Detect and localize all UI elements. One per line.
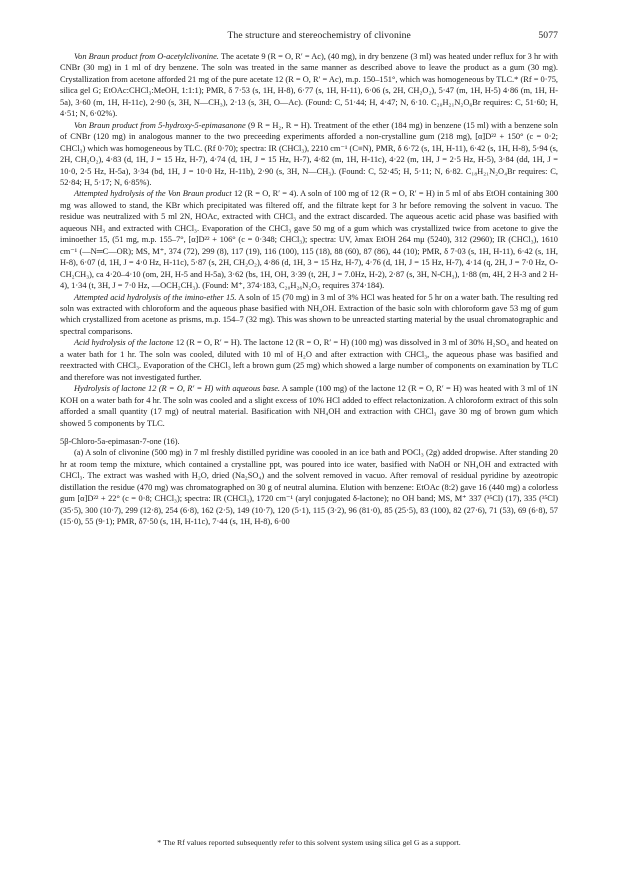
- paragraph-text: 12 (R = O, R′ = 4). A soln of 100 mg of 12 (R = O, R′ = H) in 5 ml of abs EtOH containing 300 mg was allowed to stand, the KBr which precipitated was filtered off, and the filtrate kept for 3 hr before removing the solvent in vacuo. The residue was neutralized with 5 ml 2N, HOAc, extracted with CHCl₃ and the extract discarded. The aqueous acetic acid phase was basified with aqueous NH₃ and extracted with CHCl₃. Evaporation of the CHCl₃ gave 50 mg of a gum which was crystallized twice from acetone to give the iminoether 15, (51 mg, m.p. 155–7°, [α]D²² + 106° (c = 0·348; CHCl₃); spectra: UV, λmax EtOH 264 mμ (5240), 312 (2960); IR (CHCl₃), 1610 cm⁻¹ (—N═C—OR); MS, M⁺, 374 (72), 299 (8), 117 (19), 116 (100), 115 (18), 88 (60), 87 (86), 44 (10); PMR, δ 7·03 (s, 1H, H-11), 6·42 (s, 1H, H-8), 6·07 (d, 1H, J = 4·0 Hz, H-11c), 5·87 (s, 2H, CH₂O₂), 4·86 (d, 1H, 3 = 15 Hz, H-7), 4·76 (d, 1H, J = 15 Hz, H-7), 4·14 (q, 2H, J = 7·0 Hz, O-CH₂CH₃), ca 4·20–4·10 (om, 2H, H-5 and H-5a), 3·62 (bs, 1H, OH, 3·39 (t, 2H, J = 7.0Hz, H-2), 2·87 (s, 3H, N-CH₃), 1·88 (m, 4H, 2 H-3 and 2 H-4), 1·34 (t, 3H, J = 7·0 Hz, —OCH₂CH₃). (Found: M⁺, 374·183, C₂₀H₂₆N₂O₅ requires 374·184).: [60, 189, 559, 291]
- paragraph-lead: Attempted hydrolysis of the Von Braun product: [74, 189, 232, 199]
- paragraph-acid-hydrolysis-lactone: [60, 337, 558, 383]
- paragraph-lead: Hydrolysis of lactone 12 (R = O, R′ = H) with aqueous base.: [74, 384, 281, 394]
- paragraph-text: The acetate 9 (R = O, R′ = Ac), (40 mg), in dry benzene (3 ml) was heated under reflux for 3 hr with CNBr (30 mg) in 1 ml of dry benzene. The soln was treated in the same manner as described above to leave the product as a gum (30 mg). Crystallization from acetone afforded 21 mg of the pure acetate 12 (R = O, R′ = Ac), m.p. 150–151°, which was homogeneous by TLC.* (Rf = 0·75, silica gel G; EtOAc:CHCl₃:MeOH, 1:1:1); PMR, δ 7·53 (s, 1H, H-8), 6·77 (s, 1H, H-11), 6·06 (s, 2H, CH₂O₂), 5·47 (m, 1H, H-5) 4·86 (m, 1H, H-5a), 3·60 (m, 1H, H-11c), 2·90 (s, 3H, N—CH₃), 2·13 (s, 3H, O—Ac). (Found: C, 51·44; H, 4·47; N, 6·10. C₂₀H₂₁N₂O₆Br requires: C, 51·60; H, 4·51; N, 6·02%).: [60, 52, 558, 119]
- paragraph-lead: Attempted acid hydrolysis of the imino-ether 15.: [74, 292, 237, 302]
- page: [60, 30, 558, 528]
- paragraph-von-braun-hydroxy: [60, 120, 558, 189]
- paragraph-acid-hydrolysis-iminoether: [60, 292, 558, 338]
- paragraph-text: (a) A soln of clivonine (500 mg) in 7 ml freshly distilled pyridine was coooled in an ice bath and POCl₃ (2g) added dropwise. After standing 20 hr at room temp the mixture, which contained a crystalline ppt, was poured into ice water, basified with NaOH or NH₄OH and extracted with CHCl₃. The extract was washed with H₂O, dried (Na₂SO₄) and the solvent removed in vacuo. After removal of residual pyridine by azeotropic distillation the residue (470 mg) was chromatographed on 30 g of neutral alumina. Elution with benzene: EtOAc (8:2) gave 16 (440 mg) a colorless gum [α]D²² + 22° (c = 0·8; CHCl₃); spectra: IR (CHCl₃), 1720 cm⁻¹ (aryl conjugated δ-lactone); no OH band; MS, M⁺ 337 (³⁵Cl) (17), 335 (³⁵Cl) (35·5), 300 (10·7), 299 (12·8), 254 (6·8), 162 (2·5), 149 (10·7), 120 (5·1), 115 (3·2), 96 (81·0), 85 (25·5), 83 (100), 82 (27·6), 71 (53), 69 (6·8), 57 (15·0), 55 (9·1); PMR, δ7·50 (s, 1H, H-11c), 7·44 (s, 1H, H-8), 6·00: [60, 448, 558, 527]
- paragraph-lead: Von Braun product from 5-hydroxy-5-epimasanone: [74, 120, 246, 130]
- running-title: The structure and stereochemistry of clivonine: [227, 30, 411, 41]
- section-heading: [60, 436, 558, 447]
- paragraph-base-hydrolysis: [60, 383, 558, 429]
- paragraph-procedure-a: [60, 447, 558, 527]
- running-head: [60, 30, 558, 41]
- paragraph-von-braun-acetyl: [60, 51, 558, 120]
- paragraph-text: (9 R = H₂, R = H). Treatment of the ether (184 mg) in benzene (15 ml) with a benzene soln of CNBr (120 mg) in analogous manner to the two preceeding experiments afforded a non-crystalline gum (218 mg), [α]D²² + 150° (c = 0·2; CHCl₃) which was homogeneous by TLC. (Rf 0·70); spectra: IR (CHCl₃), 2210 cm⁻¹ (C≡N), PMR, δ 6·72 (s, 1H, H-11), 6·42 (s, 1H, H-8), 5·94 (s, 2H, CH₂O₂), 4·83 (d, 1H, J = 15 Hz, H-7), 4·74 (d, 1H, J = 15 Hz, H-7), 4·82 (m, 1H, H-11c), 4·22 (m, 1H, J = 2·5 Hz, H-5), 3·84 (dd, 1H, J = 10·0, 2·5 Hz, H-5a), 3·34 (bd, 1H, J = 10·0 Hz, H-11b), 2·90 (s, 3H, N—CH₃). (Found: C, 52·45; H, 5·11; N, 6·82. C₁₈H₂₁N₂O₄Br requires: C, 52·84; H, 5·17; N, 6·85%).: [60, 120, 558, 187]
- paragraph-lead: Acid hydrolysis of the lactone: [74, 338, 174, 348]
- body-text: [60, 51, 558, 528]
- paragraph-text: A sample (100 mg) of the lactone 12 (R = O, R′ = H) was heated with 3 ml of 1N KOH on a water bath for 4 hr. The soln was cooled and a slight excess of 10% HCl added to effect relactonization. A chloroform extract of this soln afforded a small quantity (17 mg) of neutral material. Basification with NH₄OH and extraction with CHCl₃ gave 30 mg of brown gum which showed 5 components by TLC.: [60, 384, 558, 428]
- paragraph-text: A soln of 15 (70 mg) in 3 ml of 3% HCl was heated for 5 hr on a water bath. The resulting red soln was extracted with chloroform and the aqueous phase basified with NH₄OH. Extraction of the basic soln with chloroform gave 53 mg of gum which crystallized from acetone as prisms, m.p. 154–7 (32 mg). This was shown to be unreacted starting material by the usual chromatographic and spectral comparisons.: [60, 292, 558, 336]
- paragraph-lead: Von Braun product from O-acetylclivonine.: [74, 52, 219, 61]
- footnote: * The Rf values reported subsequently refer to this solvent system using silica gel G as a support.: [157, 838, 461, 847]
- paragraph-attempted-hydrolysis: [60, 188, 558, 291]
- section-heading-text: 5β-Chloro-5a-epimasan-7-one (16).: [60, 436, 180, 446]
- page-number: 5077: [538, 30, 558, 41]
- paragraph-text: 12 (R = O, R′ = H). The lactone 12 (R = O, R′ = H) (100 mg) was dissolved in 3 ml of 30% H₂SO₄ and heated on a water bath for 1 hr. The soln was cooled, diluted with 10 ml of H₂O and after extraction with CHCl₃, the aqueous phase was basified and reextracted with CHCl₃. Evaporation of the CHCl₃ left a brown gum (25 mg) which showed a large number of components on examination by TLC and therefore was not investigated further.: [60, 338, 558, 382]
